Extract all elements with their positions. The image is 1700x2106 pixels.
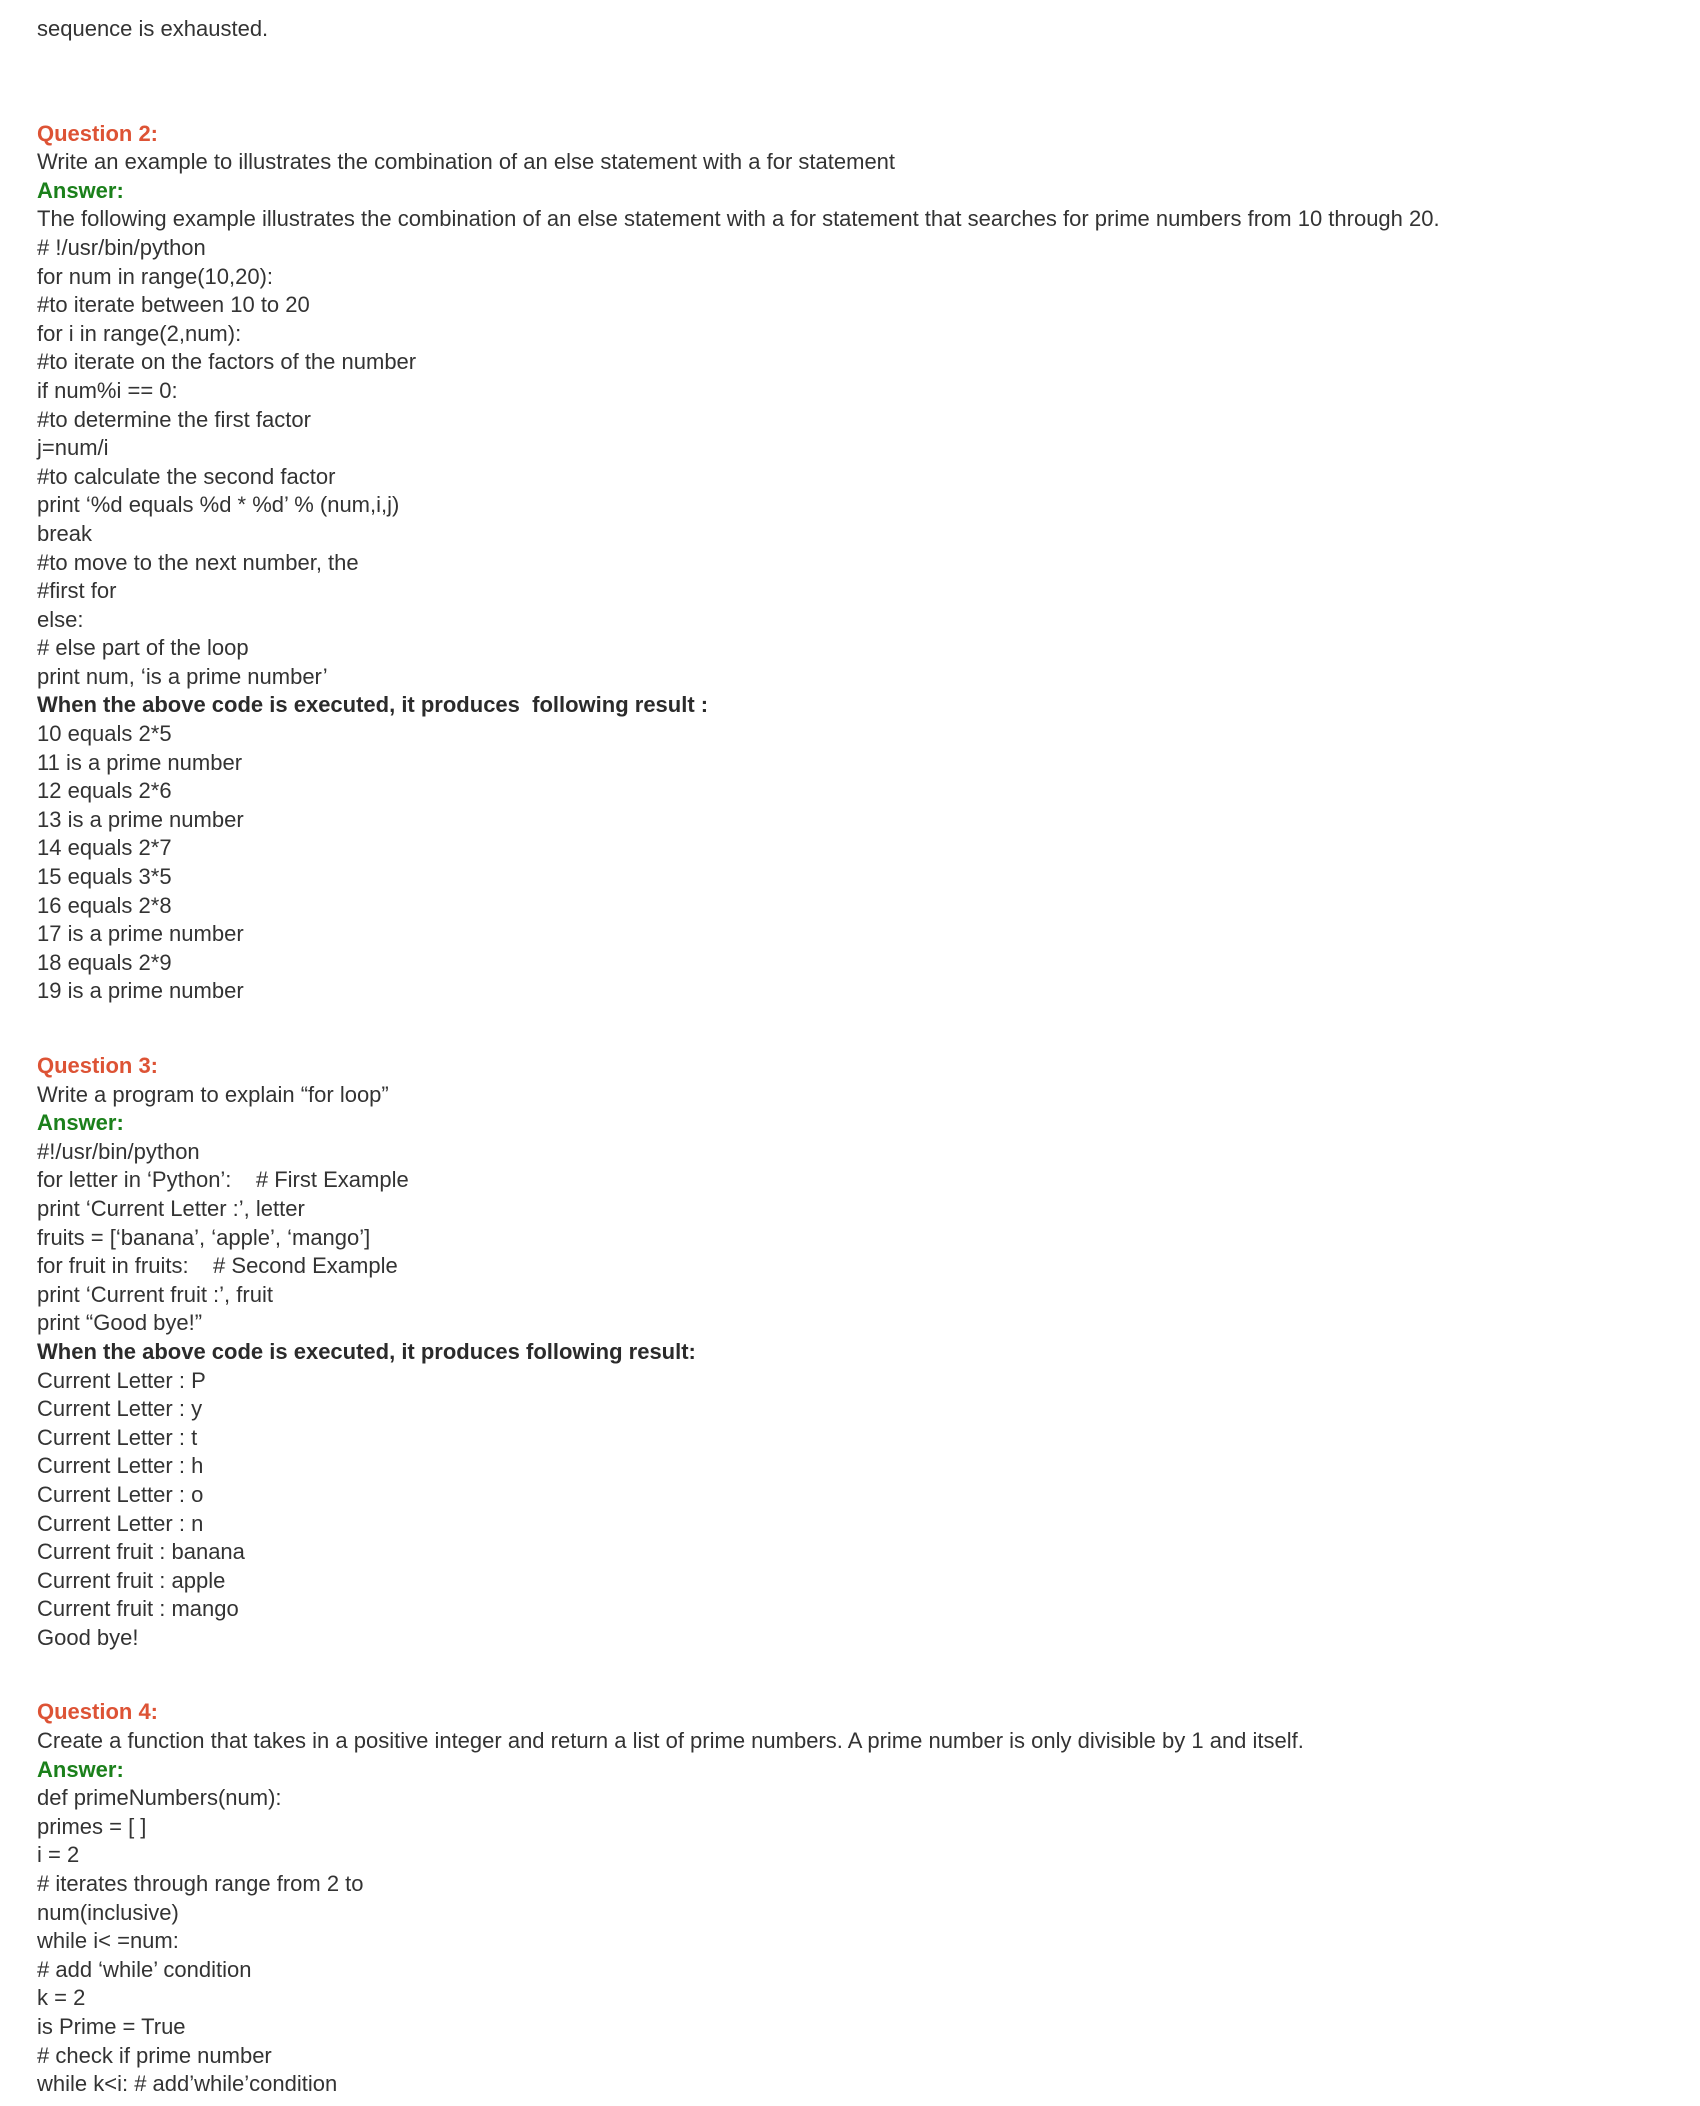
output-line: 18 equals 2*9 [37,949,172,975]
paragraph-line: Write an example to illustrates the combination of an else statement with a for statement [37,149,896,175]
code-line: print ‘Current fruit :’, fruit [37,1281,273,1307]
code-line: else: [37,606,84,632]
code-line: # iterates through range from 2 to [37,1871,364,1897]
output-line: Current Letter : P [37,1367,206,1393]
code-line: print num, ‘is a prime number’ [37,663,328,689]
output-line: Current fruit : apple [37,1567,226,1593]
result-caption: When the above code is executed, it produces following result : [37,692,709,718]
output-line: 16 equals 2*8 [37,892,172,918]
section-gap [37,1006,1676,1052]
code-line: #to iterate on the factors of the number [37,349,417,375]
code-line: for fruit in fruits: # Second Example [37,1253,398,1279]
output-line: 12 equals 2*6 [37,778,172,804]
answer-label: Answer: [37,1756,124,1782]
paragraph-line: sequence is exhausted. [37,16,269,41]
code-line: print “Good bye!” [37,1310,203,1336]
code-line: # else part of the loop [37,635,249,661]
code-line: #first for [37,578,117,604]
code-line: break [37,520,93,546]
code-line: #to move to the next number, the [37,549,359,575]
code-line: print ‘Current Letter :’, letter [37,1195,305,1221]
code-line: #!/usr/bin/python [37,1138,200,1164]
output-line: 17 is a prime number [37,921,244,947]
output-line: Current fruit : banana [37,1539,245,1565]
paragraph-line: Create a function that takes in a positive integer and return a list of prime numbers. A prime number is only divisible by 1 and itself. [37,1728,1304,1754]
code-line: if num%i == 0: [37,377,178,403]
code-line: # add ‘while’ condition [37,1956,252,1982]
code-line: # !/usr/bin/python [37,234,206,260]
output-line: 19 is a prime number [37,978,244,1004]
code-line: primes = [ ] [37,1813,147,1839]
answer-label: Answer: [37,177,124,203]
output-line: Current Letter : y [37,1396,203,1422]
code-line: # check if prime number [37,2042,272,2068]
code-line: j=num/i [37,435,109,461]
output-line: 10 equals 2*5 [37,721,172,747]
code-line: def primeNumbers(num): [37,1785,282,1811]
code-line: for num in range(10,20): [37,263,274,289]
code-line: for i in range(2,num): [37,320,242,346]
output-line: Current Letter : t [37,1424,198,1450]
answer-label: Answer: [37,1110,124,1136]
output-line: 13 is a prime number [37,806,244,832]
code-line: print ‘%d equals %d * %d’ % (num,i,j) [37,492,400,518]
code-line: #to determine the first factor [37,406,311,432]
code-line: i = 2 [37,1842,80,1868]
code-line: fruits = [‘banana’, ‘apple’, ‘mango’] [37,1224,371,1250]
document-content [37,15,1676,2099]
output-line: 11 is a prime number [37,749,243,775]
code-line: k = 2 [37,1985,86,2011]
output-line: Current Letter : n [37,1510,204,1536]
question-heading: Question 4: [37,1699,159,1725]
output-line: Good bye! [37,1624,139,1650]
code-line: #to calculate the second factor [37,463,336,489]
output-line: Current Letter : h [37,1453,204,1479]
code-line: for letter in ‘Python’: # First Example [37,1167,409,1193]
question-heading: Question 3: [37,1053,159,1078]
output-line: Current Letter : o [37,1481,204,1507]
code-line: is Prime = True [37,2014,186,2039]
paragraph-line: The following example illustrates the combination of an else statement with a for statement that searches for prime numbers from 10 through 20. [37,206,1440,232]
section-gap [37,1652,1676,1698]
section-gap [37,44,1676,120]
output-line: 15 equals 3*5 [37,864,172,890]
code-line: num(inclusive) [37,1899,179,1925]
result-caption: When the above code is executed, it produces following result: [37,1338,696,1364]
output-line: 14 equals 2*7 [37,835,172,861]
code-line: #to iterate between 10 to 20 [37,292,310,318]
paragraph-line: Write a program to explain “for loop” [37,1081,389,1107]
question-heading: Question 2: [37,120,159,146]
code-line: while k<i: # add’while’condition [37,2071,338,2097]
output-line: Current fruit : mango [37,1596,239,1622]
code-line: while i< =num: [37,1928,179,1954]
